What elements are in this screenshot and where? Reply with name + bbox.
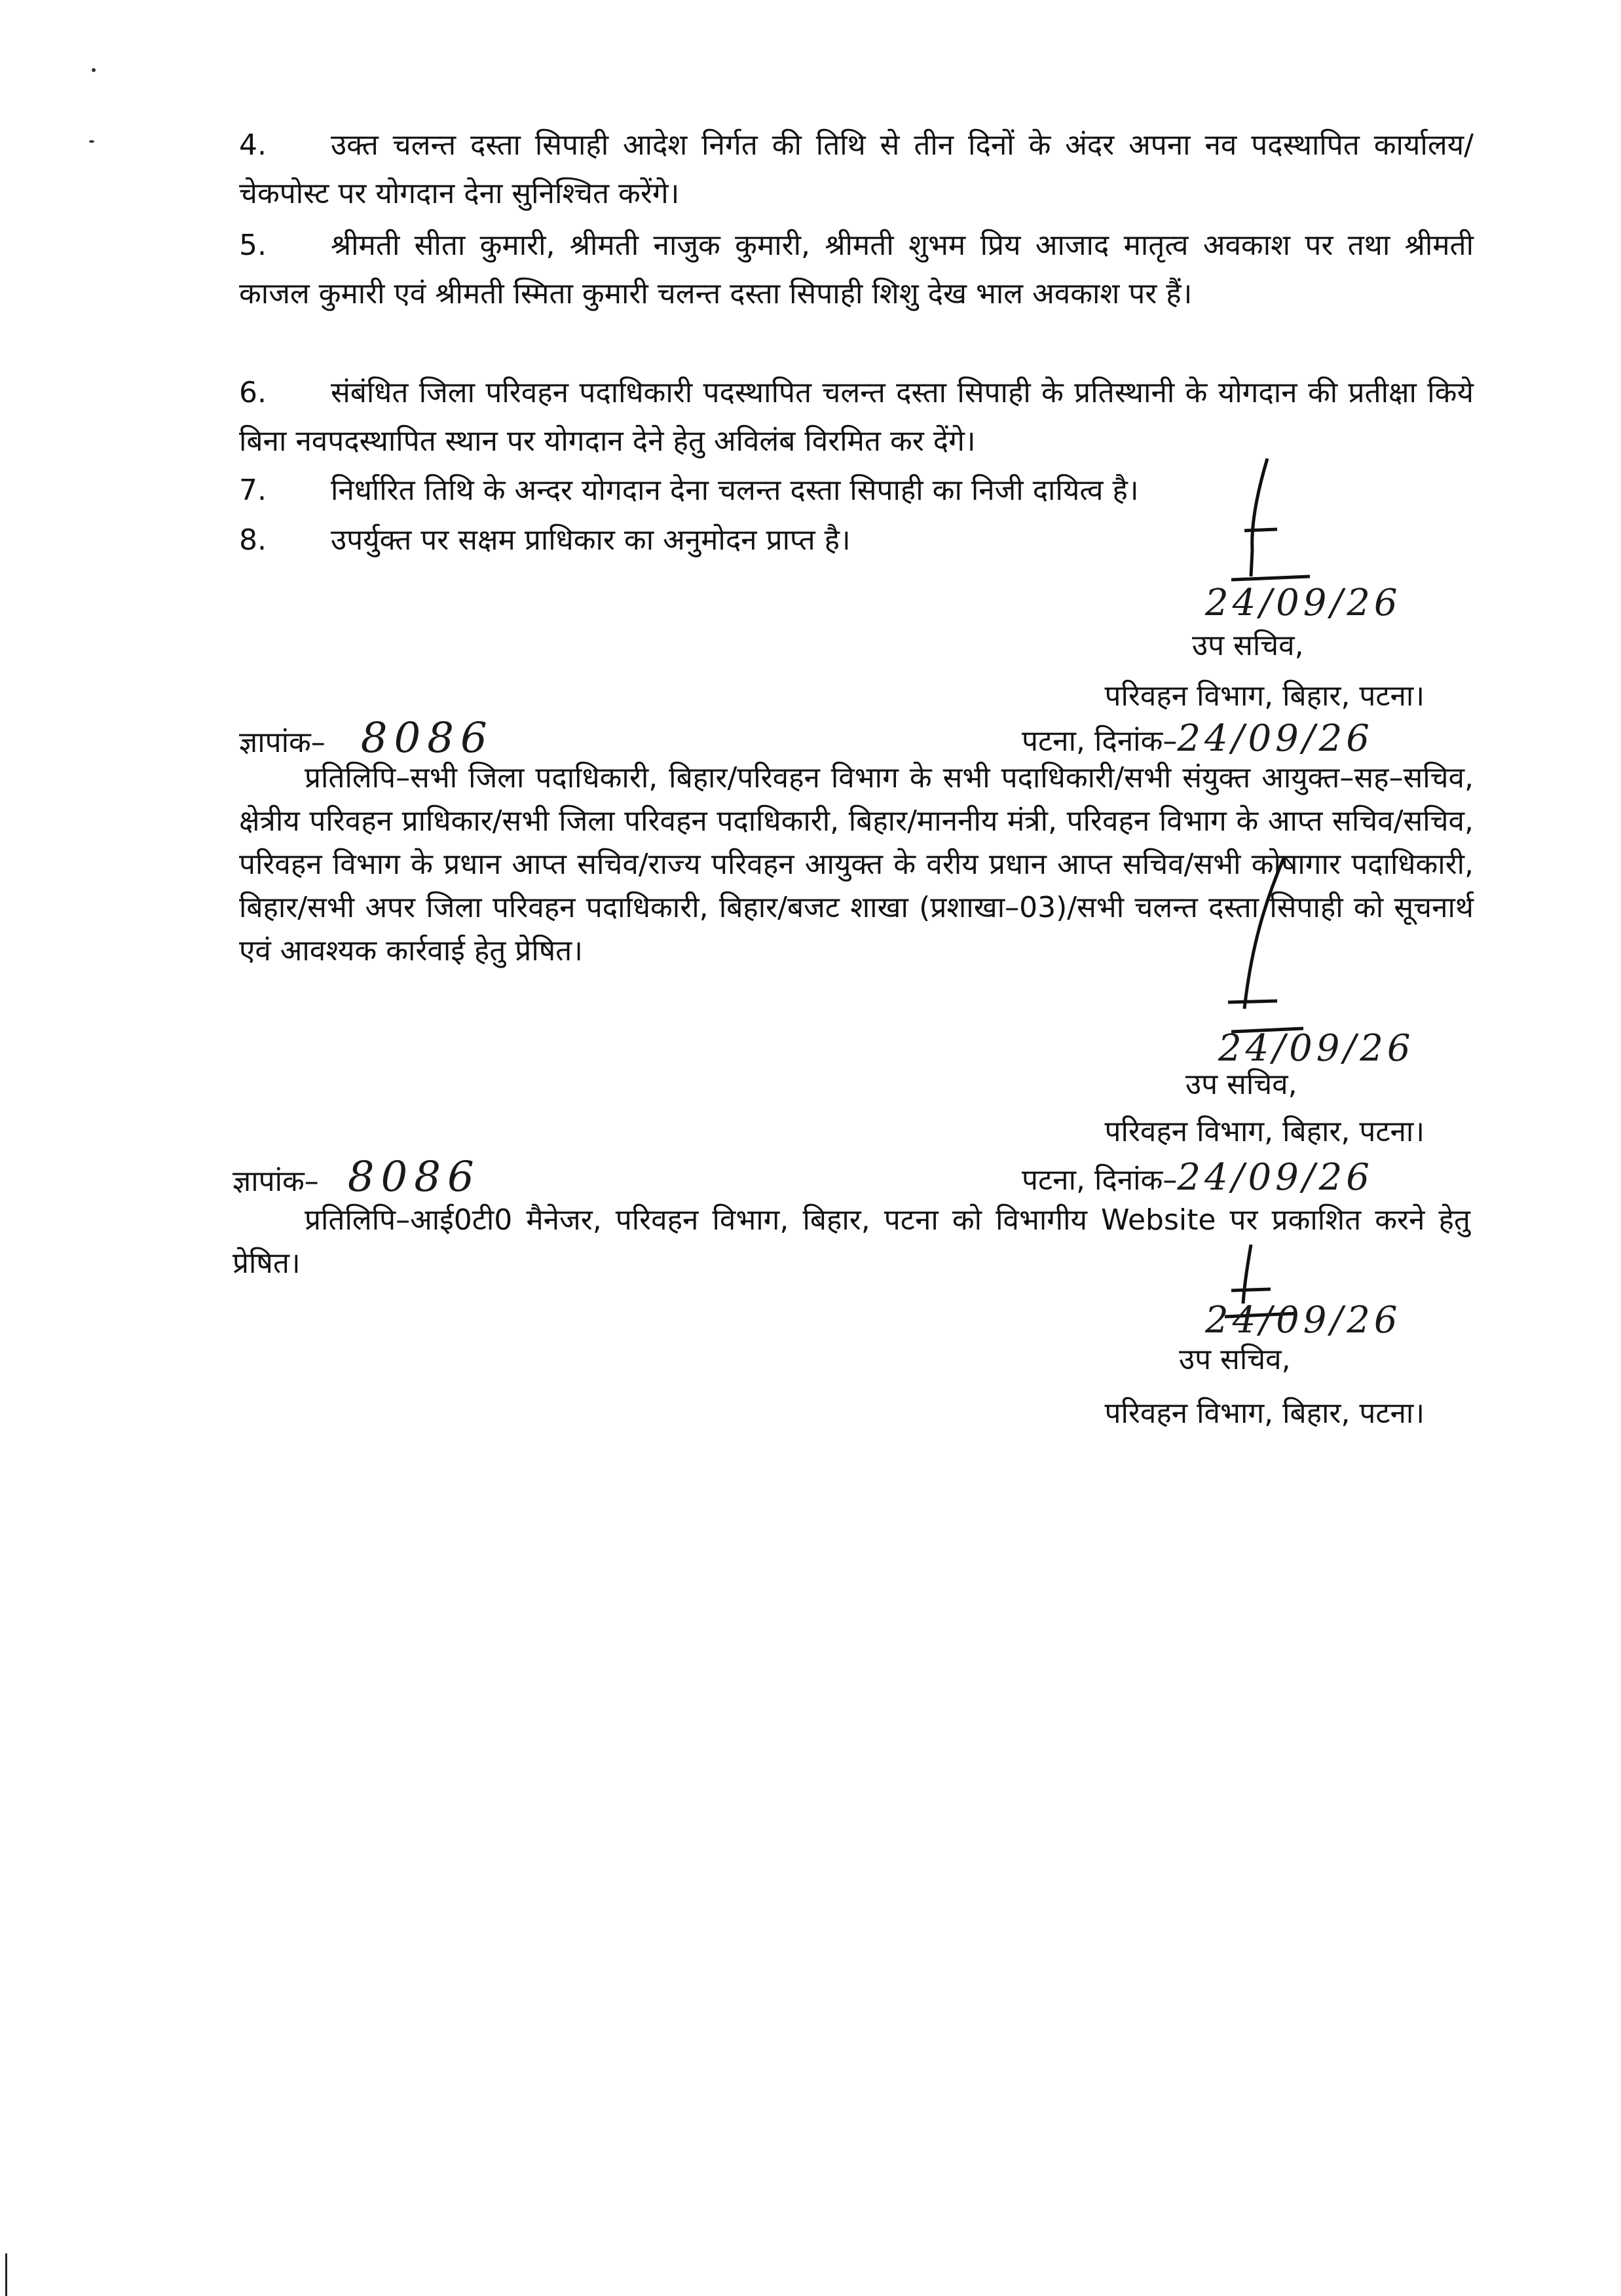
point-number: 5. bbox=[239, 229, 267, 262]
place-date-label: पटना, दिनांक– bbox=[1022, 1163, 1178, 1197]
point-text: श्रीमती सीता कुमारी, श्रीमती नाजुक कुमारी, श्रीमती शुभम प्रिय आजाद मातृत्व अवकाश पर तथा श्रीमती काजल कुमारी एवं श्रीमती स्मिता कुमारी चलन्त दस्ता सिपाही शिशु देख भाल अवकाश पर हैं। bbox=[239, 229, 1474, 311]
signature-date: 24/09/26 bbox=[1205, 1299, 1402, 1342]
handwritten-signature bbox=[1192, 852, 1323, 1048]
ref-label: ज्ञापांक– bbox=[233, 1165, 319, 1198]
memo-date: 24/09/26 bbox=[1177, 1156, 1373, 1199]
scan-speck bbox=[89, 140, 94, 143]
memo2-ref bbox=[233, 1153, 481, 1201]
point-text: संबंधित जिला परिवहन पदाधिकारी पदस्थापित चलन्त दस्ता सिपाही के प्रतिस्थानी के योगदान की प्रतीक्षा किये बिना नवपदस्थापित स्थान पर योगदान देने हेतु अविलंब विरमित कर देंगे। bbox=[239, 376, 1474, 458]
point-number: 6. bbox=[239, 376, 267, 409]
memo1-ref bbox=[239, 714, 494, 762]
designation: उप सचिव, bbox=[1192, 629, 1304, 662]
memo-date: 24/09/26 bbox=[1177, 717, 1373, 760]
scan-edge-mark bbox=[5, 2253, 7, 2296]
memo2-body: प्रतिलिपि–आई0टी0 मैनेजर, परिवहन विभाग, बिहार, पटना को विभागीय Website पर प्रकाशित करने हेतु प्रेषित। bbox=[233, 1203, 1470, 1280]
memo2-date bbox=[1022, 1156, 1373, 1199]
office-name: परिवहन विभाग, बिहार, पटना। bbox=[1104, 1397, 1425, 1430]
designation: उप सचिव, bbox=[1179, 1343, 1291, 1376]
point-number: 7. bbox=[239, 474, 267, 507]
designation: उप सचिव, bbox=[1185, 1068, 1297, 1101]
memo1-date bbox=[1022, 717, 1373, 760]
office-name: परिवहन विभाग, बिहार, पटना। bbox=[1104, 1115, 1425, 1148]
memo1-body: प्रतिलिपि–सभी जिला पदाधिकारी, बिहार/परिवहन विभाग के सभी पदाधिकारी/सभी संयुक्त आयुक्त–सह–सचिव, क्षेत्रीय परिवहन प्राधिकार/सभी जिला परिवहन पदाधिकारी, बिहार/माननीय मंत्री, परिवहन विभाग के आप्त सचिव/सचिव, परिवहन विभाग के प्रधान आप्त सचिव/राज्य परिवहन आयुक्त के वरीय प्रधान आप्त सचिव/सभी कोषागार पदाधिकारी, बिहार/सभी अपर जिला परिवहन पदाधिकारी, बिहार/बजट शाखा (प्रशाखा–03)/सभी चलन्त दस्ता सिपाही को सूचनार्थ एवं आवश्यक कार्रवाई हेतु प्रेषित। bbox=[239, 761, 1474, 968]
handwritten-signature bbox=[1205, 452, 1323, 590]
ref-label: ज्ञापांक– bbox=[239, 726, 326, 759]
office-name: परिवहन विभाग, बिहार, पटना। bbox=[1104, 679, 1425, 713]
point-text: उक्त चलन्त दस्ता सिपाही आदेश निर्गत की तिथि से तीन दिनों के अंदर अपना नव पदस्थापित कार्यालय/चेकपोस्ट पर योगदान देना सुनिश्चित करेंगे। bbox=[239, 128, 1474, 210]
signature-date: 24/09/26 bbox=[1205, 582, 1402, 624]
scan-speck bbox=[92, 68, 96, 72]
point-text: उपर्युक्त पर सक्षम प्राधिकार का अनुमोदन प्राप्त है। bbox=[331, 523, 851, 557]
point-6 bbox=[239, 369, 1474, 466]
ref-number: 8086 bbox=[347, 1153, 481, 1201]
ref-number: 8086 bbox=[360, 714, 494, 762]
point-number: 4. bbox=[239, 128, 267, 162]
point-number: 8. bbox=[239, 523, 267, 557]
point-5 bbox=[239, 221, 1474, 318]
point-text: निर्धारित तिथि के अन्दर योगदान देना चलन्त दस्ता सिपाही का निजी दायित्व है। bbox=[331, 474, 1139, 507]
signature-date: 24/09/26 bbox=[1218, 1027, 1415, 1070]
point-4 bbox=[239, 121, 1474, 218]
place-date-label: पटना, दिनांक– bbox=[1022, 725, 1178, 758]
